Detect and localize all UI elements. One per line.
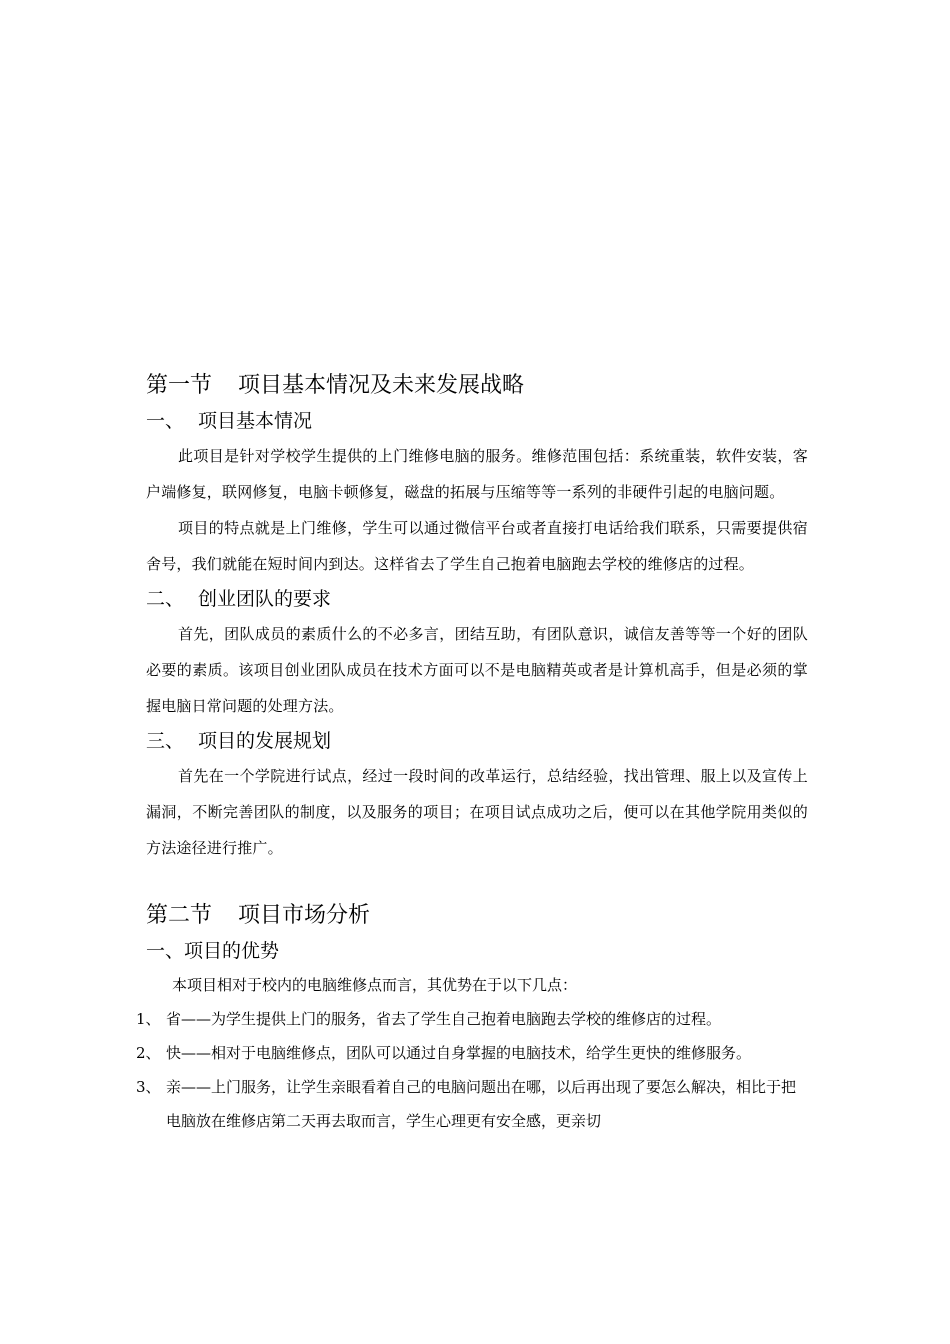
list-item bbox=[136, 1036, 808, 1070]
paragraph: 项目的特点就是上门维修，学生可以通过微信平台或者直接打电话给我们联系，只需要提供宿舍号，我们就能在短时间内到达。这样省去了学生自己抱着电脑跑去学校的维修店的过程。 bbox=[146, 519, 808, 573]
section-1-title-text: 项目基本情况及未来发展战略 bbox=[238, 373, 525, 398]
section-2-title-text: 项目市场分析 bbox=[238, 903, 371, 928]
paragraph: 首先在一个学院进行试点，经过一段时间的改革运行，总结经验，找出管理、服上以及宣传上漏洞，不断完善团队的制度，以及服务的项目；在项目试点成功之后，便可以在其他学院用类似的方法途径进行推广。 bbox=[146, 767, 808, 857]
list-item-number: 3、 bbox=[136, 1078, 161, 1096]
subsection-1-3-number: 三、 bbox=[146, 730, 185, 752]
section-2-title bbox=[146, 898, 808, 934]
section-1-number: 第一节 bbox=[146, 373, 213, 398]
list-item-text: 省——为学生提供上门的服务，省去了学生自己抱着电脑跑去学校的维修店的过程。 bbox=[166, 1010, 722, 1028]
intro-paragraph: 本项目相对于校内的电脑维修点而言，其优势在于以下几点： bbox=[172, 976, 578, 994]
section-1-title bbox=[146, 368, 808, 404]
subsection-1-2-title-text: 创业团队的要求 bbox=[198, 588, 332, 610]
subsection-1-3-title-text: 项目的发展规划 bbox=[198, 730, 332, 752]
advantages-list bbox=[136, 1002, 808, 1138]
section-2-number: 第二节 bbox=[146, 903, 213, 928]
subsection-2-1-title: 一、项目的优势 bbox=[146, 940, 280, 962]
list-item-text: 亲——上门服务，让学生亲眼看着自己的电脑问题出在哪，以后再出现了要怎么解决，相比于把电脑放在维修店第二天再去取而言，学生心理更有安全感，更亲切 bbox=[166, 1078, 797, 1130]
list-item-number: 2、 bbox=[136, 1044, 161, 1062]
subsection-1-2-number: 二、 bbox=[146, 588, 185, 610]
subsection-1-1-title bbox=[146, 404, 808, 438]
subsection-1-2-title bbox=[146, 582, 808, 616]
paragraph: 首先，团队成员的素质什么的不必多言，团结互助，有团队意识，诚信友善等等一个好的团队必要的素质。该项目创业团队成员在技术方面可以不是电脑精英或者是计算机高手，但是必须的掌握电脑日常问题的处理方法。 bbox=[146, 625, 808, 715]
list-item-number: 1、 bbox=[136, 1010, 161, 1028]
list-item bbox=[136, 1002, 808, 1036]
list-item bbox=[136, 1070, 808, 1138]
subsection-1-3-title bbox=[146, 724, 808, 758]
subsection-1-1-title-text: 项目基本情况 bbox=[198, 410, 313, 432]
document-body bbox=[136, 368, 808, 1138]
paragraph: 此项目是针对学校学生提供的上门维修电脑的服务。维修范围包括：系统重装，软件安装，客户端修复，联网修复，电脑卡顿修复，磁盘的拓展与压缩等等一系列的非硬件引起的电脑问题。 bbox=[146, 447, 808, 501]
list-item-text: 快——相对于电脑维修点，团队可以通过自身掌握的电脑技术，给学生更快的维修服务。 bbox=[166, 1044, 752, 1062]
subsection-1-1-number: 一、 bbox=[146, 410, 185, 432]
